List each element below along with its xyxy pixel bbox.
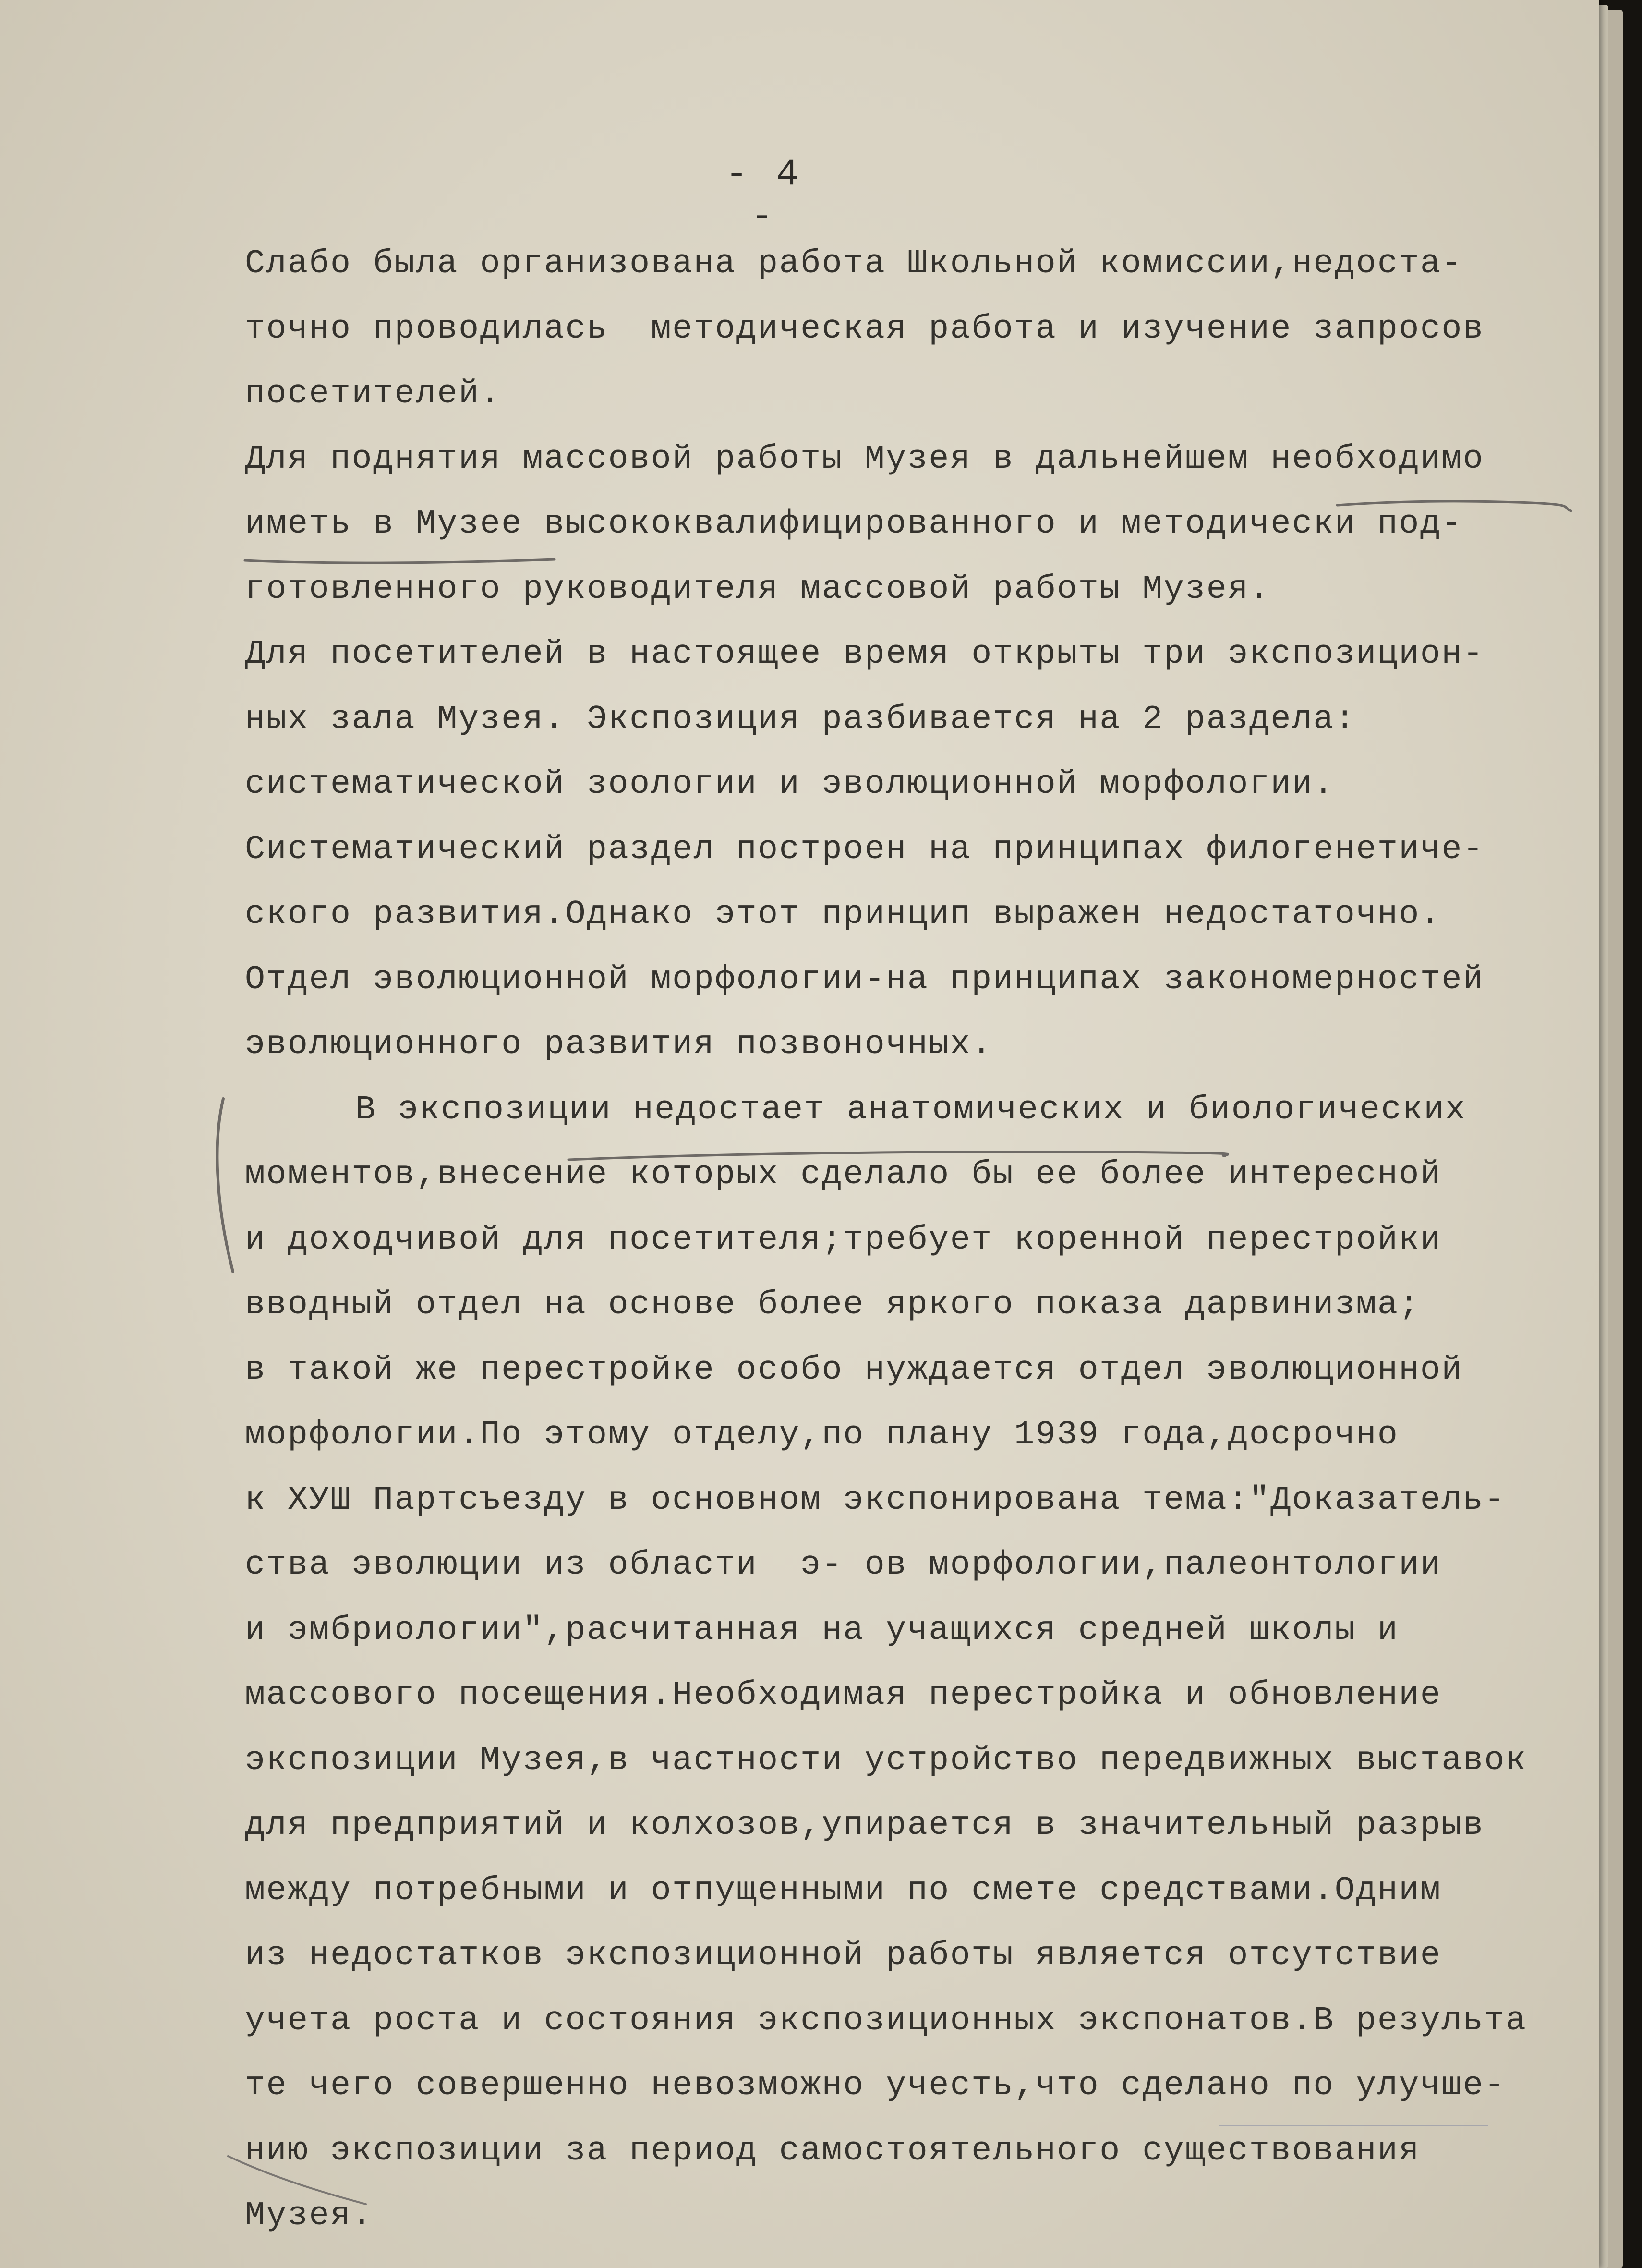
text-line: Музея. (245, 2197, 374, 2235)
text-line: экспозиции Музея,в частности устройство передвижных выставок (245, 1741, 1527, 1780)
text-line: вводный отдел на основе более яркого показа дарвинизма; (245, 1286, 1420, 1324)
text-line: эволюционного развития позвоночных. (245, 1026, 993, 1064)
text-line: посетителей. (245, 375, 502, 413)
text-line: Отдел эволюционной морфологии-на принципах закономерностей (245, 960, 1485, 999)
pencil-margin-bracket (204, 1095, 242, 1277)
text-line: и эмбриологии",расчитанная на учащихся средней школы и (245, 1611, 1399, 1649)
typed-body (245, 240, 1599, 2257)
text-line: между потребными и отпущенными по смете средствами.Одним (245, 1871, 1442, 1910)
text-line: Для посетителей в настоящее время открыты три экспозицион- (245, 635, 1485, 673)
text-line: моментов,внесение которых сделало бы ее более интересной (245, 1156, 1442, 1194)
text-line: ского развития.Однако этот принцип выражен недостаточно. (245, 896, 1442, 934)
text-line: готовленного руководителя массовой работы Музея. (245, 570, 1271, 608)
text-line: учета роста и состояния экспозиционных экспонатов.В результа (245, 2001, 1527, 2040)
page-number: - 4 - (725, 154, 802, 238)
text-line: к ХУШ Партсъезду в основном экспонирована тема:"Доказатель- (245, 1481, 1506, 1519)
text-line: из недостатков экспозиционной работы является отсутствие (245, 1937, 1442, 1975)
text-line: те чего совершенно невозможно учесть,что сделано по улучше- (245, 2067, 1506, 2105)
text-line: точно проводилась методическая работа и изучение запросов (245, 310, 1485, 348)
text-line: иметь в Музее высококвалифицированного и методически под- (245, 505, 1463, 543)
text-line: систематической зоологии и эволюционной морфологии. (245, 765, 1335, 803)
text-line: и доходчивой для посетителя;требует коренной перестройки (245, 1221, 1442, 1259)
text-line: нию экспозиции за период самостоятельного существования (245, 2132, 1420, 2170)
text-line: массового посещения.Необходимая перестройка и обновление (245, 1676, 1442, 1714)
text-line: в такой же перестройке особо нуждается отдел эволюционной (245, 1351, 1463, 1389)
text-line: морфологии.По этому отделу,по плану 1939 года,досрочно (245, 1416, 1399, 1454)
text-line: ных зала Музея. Экспозиция разбивается на 2 раздела: (245, 700, 1356, 739)
text-line: Систематический раздел построен на принципах филогенетиче- (245, 830, 1485, 869)
faded-stamp-mark (1219, 2125, 1488, 2160)
text-line: Для поднятия массовой работы Музея в дальнейшем необходимо (245, 440, 1485, 478)
text-line: В экспозиции недостает анатомических и биологических (355, 1091, 1467, 1129)
text-line: Слабо была организована работа Школьной комиссии,недоста- (245, 245, 1463, 283)
text-line: ства эволюции из области э- ов морфологии,палеонтологии (245, 1546, 1442, 1584)
text-line: для предприятий и колхозов,упирается в значительный разрыв (245, 1807, 1485, 1844)
